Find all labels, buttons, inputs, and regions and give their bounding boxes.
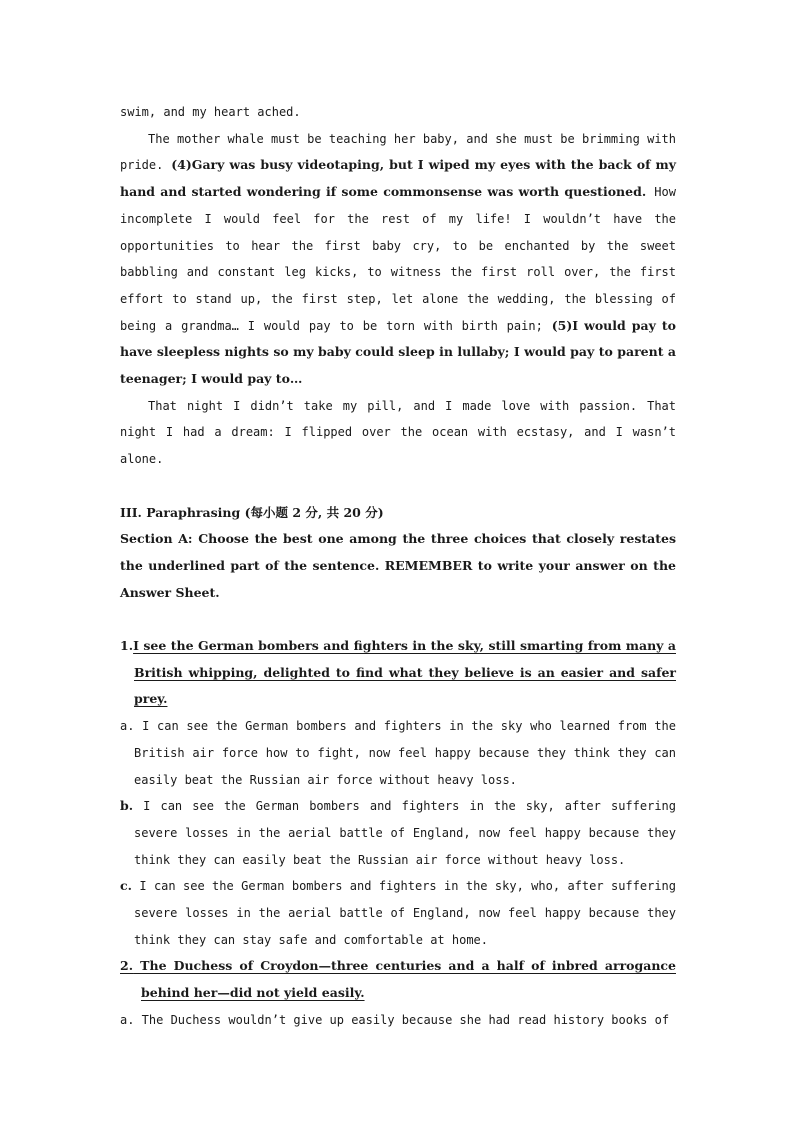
- passage-text: The mother whale must be teaching her baby, and she must be brimming with pride.: [120, 131, 676, 173]
- passage-bold-sentence-5: (5)I would pay to have sleepless nights so my baby could sleep in lullaby; I would pay to parent a teenager; I would pay to…: [120, 317, 676, 387]
- option-text: I can see the German bombers and fighters in the sky, who, after suffering severe losses in the aerial battle of England, now feel happy because they think they can stay safe and comfortable at home.: [131, 879, 676, 947]
- answer-option: [120, 873, 676, 953]
- answer-option: [120, 713, 676, 793]
- section-heading: III. Paraphrasing (每小题 2 分, 共 20 分): [120, 504, 384, 520]
- option-letter: a.: [120, 1012, 135, 1027]
- underlined-sentence: The Duchess of Croydon—three centuries and a half of inbred arrogance behind her—did not yield easily.: [133, 958, 676, 1001]
- passage-paragraph: [120, 126, 676, 393]
- option-letter: b.: [120, 798, 134, 814]
- spacer: [120, 473, 676, 500]
- answer-option: [120, 1007, 676, 1034]
- option-text: The Duchess wouldn’t give up easily because she had read history books of: [134, 1012, 670, 1027]
- question-number: 2.: [120, 958, 134, 974]
- passage-bold-sentence-4: (4)Gary was busy videotaping, but I wiped my eyes with the back of my hand and started wondering if some commonsense was worth questioned.: [120, 157, 676, 200]
- document-page: [120, 99, 676, 1034]
- option-letter: a.: [120, 719, 135, 734]
- answer-option: [120, 793, 676, 873]
- spacer: [120, 606, 676, 633]
- question-prompt: [120, 633, 676, 713]
- option-letter: c.: [120, 878, 132, 894]
- question-number: 1.: [120, 638, 134, 654]
- passage-paragraph: That night I didn’t take my pill, and I made love with passion. That night I had a dream: I flipped over the ocean with ecstasy, and I wasn’t alone.: [120, 398, 676, 467]
- section-instruction: Section A: Choose the best one among the three choices that closely restates the underlined part of the sentence. REMEMBER to write your answer on the Answer Sheet.: [120, 531, 676, 600]
- option-text: I can see the German bombers and fighters in the sky, after suffering severe losses in the aerial battle of England, now feel happy because they think they can easily beat the Russian air force without heavy loss.: [133, 799, 676, 867]
- question-prompt: [120, 953, 676, 1006]
- option-text: I can see the German bombers and fighters in the sky who learned from the British air force how to fight, now feel happy because they think they can easily beat the Russian air force without heavy loss.: [134, 719, 676, 787]
- underlined-sentence: I see the German bombers and fighters in the sky, still smarting from many a British whipping, delighted to find what they believe is an easier and safer prey.: [133, 638, 676, 707]
- passage-line: swim, and my heart ached.: [120, 105, 301, 119]
- passage-text: How incomplete I would feel for the rest of my life! I wouldn’t have the opportunities to hear the first baby cry, to be enchanted by the sweet babbling and constant leg kicks, to witness the first roll over, the first effort to stand up, the first step, let alone the wedding, the blessing of being a grandma… I would pay to be torn with birth pain;: [120, 185, 676, 333]
